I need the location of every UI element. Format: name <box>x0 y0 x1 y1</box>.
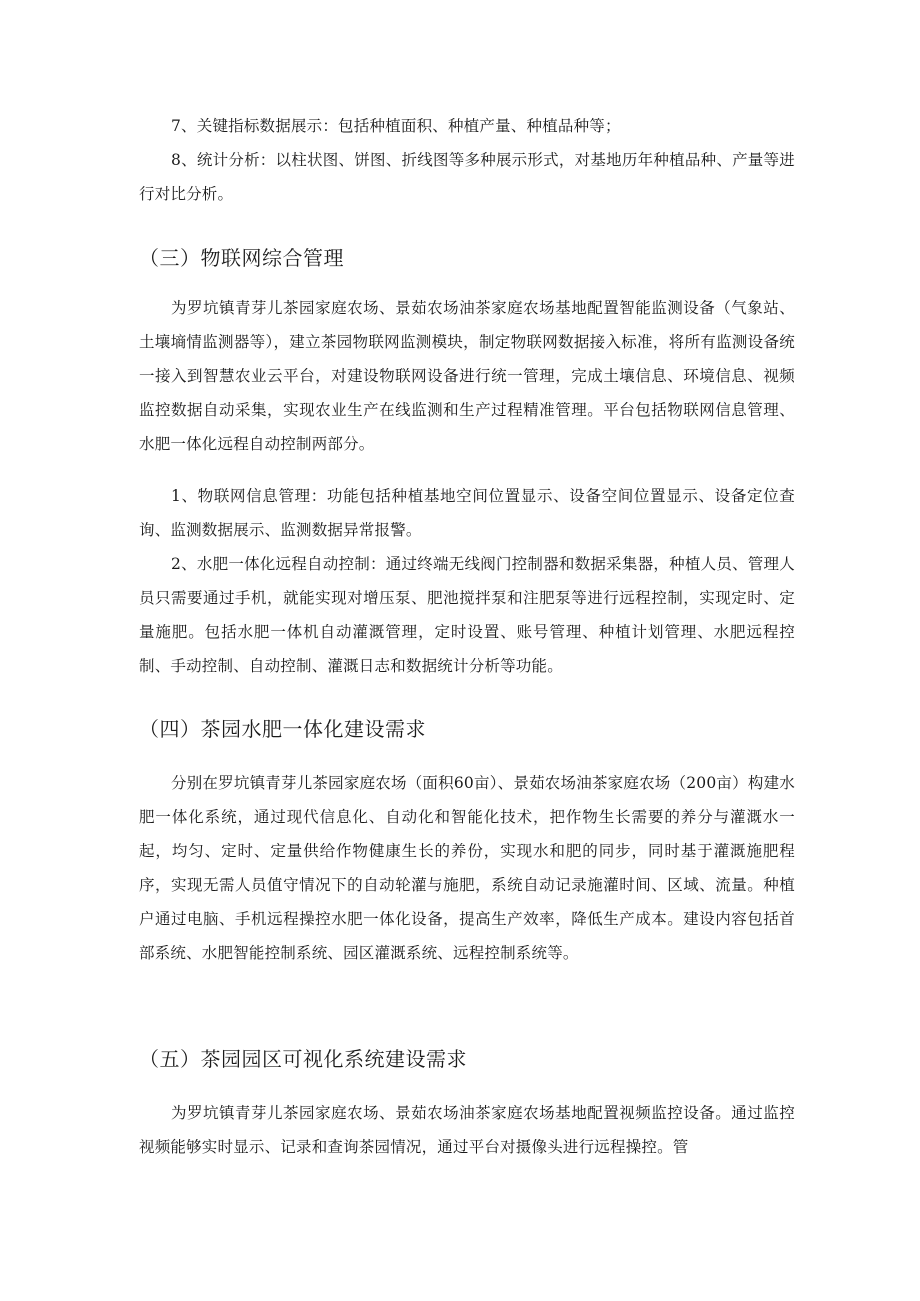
section-heading-3: （三）物联网综合管理 <box>139 246 344 270</box>
iot-intro-paragraph: 为罗坑镇青芽儿茶园家庭农场、景茹农场油茶家庭农场基地配置智能监测设备（气象站、土壤墒情监测器等），建立茶园物联网监测模块，制定物联网数据接入标准，将所有监测设备统一接入到智慧农业云平台，对建设物联网设备进行统一管理，完成土壤信息、环境信息、视频监控数据自动采集，实现农业生产在线监测和生产过程精准管理。平台包括物联网信息管理、水肥一体化远程自动控制两部分。 <box>139 299 795 453</box>
iot-list-item-2: 2、水肥一体化远程自动控制：通过终端无线阀门控制器和数据采集器，种植人员、管理人员只需要通过手机，就能实现对增压泵、肥池搅拌泵和注肥泵等进行远程控制，实现定时、定量施肥。包括水肥一体机自动灌溉管理，定时设置、账号管理、种植计划管理、水肥远程控制、手动控制、自动控制、灌溉日志和数据统计分析等功能。 <box>139 555 795 675</box>
fertigation-paragraph: 分别在罗坑镇青芽儿茶园家庭农场（面积60亩）、景茹农场油茶家庭农场（200亩）构建水肥一体化系统，通过现代信息化、自动化和智能化技术，把作物生长需要的养分与灌溉水一起，均匀、定时、定量供给作物健康生长的养份，实现水和肥的同步，同时基于灌溉施肥程序，实现无需人员值守情况下的自动轮灌与施肥，系统自动记录施灌时间、区域、流量。种植户通过电脑、手机远程操控水肥一体化设备，提高生产效率，降低生产成本。建设内容包括首部系统、水肥智能控制系统、园区灌溉系统、远程控制系统等。 <box>139 774 795 962</box>
list-item-8: 8、统计分析：以柱状图、饼图、折线图等多种展示形式，对基地历年种植品种、产量等进行对比分析。 <box>139 151 795 203</box>
section-heading-4: （四）茶园水肥一体化建设需求 <box>139 717 426 741</box>
section-heading-5: （五）茶园园区可视化系统建设需求 <box>139 1047 467 1071</box>
visualization-paragraph: 为罗坑镇青芽儿茶园家庭农场、景茹农场油茶家庭农场基地配置视频监控设备。通过监控视频能够实时显示、记录和查询茶园情况，通过平台对摄像头进行远程操控。管 <box>139 1104 795 1156</box>
iot-list-item-1: 1、物联网信息管理：功能包括种植基地空间位置显示、设备空间位置显示、设备定位查询、监测数据展示、监测数据异常报警。 <box>139 487 795 539</box>
list-item-7: 7、关键指标数据展示：包括种植面积、种植产量、种植品种等； <box>171 117 621 135</box>
